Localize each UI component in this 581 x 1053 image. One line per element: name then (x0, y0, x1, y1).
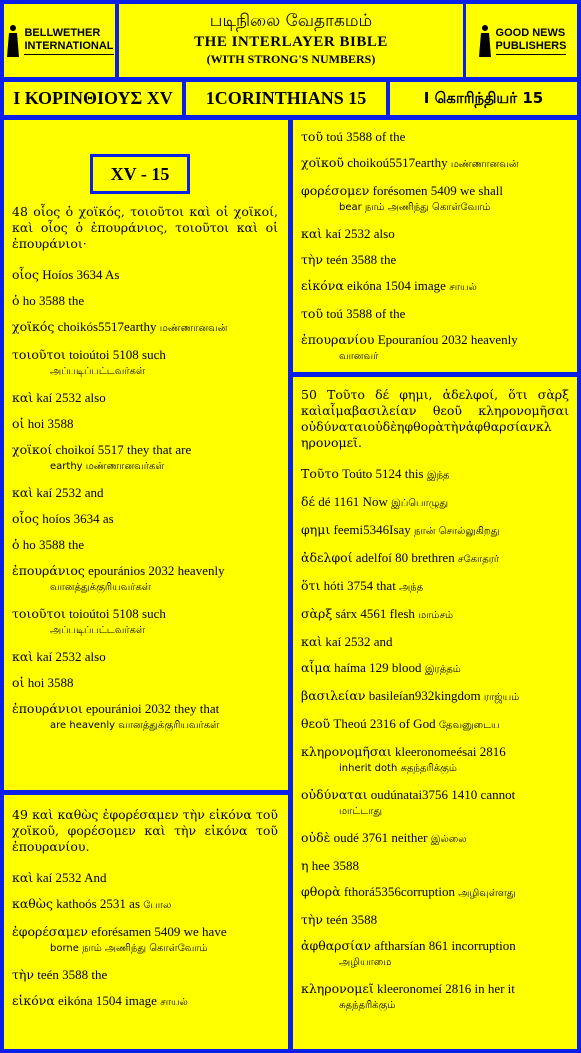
chapter-label: XV - 15 (90, 154, 190, 194)
translit-strong-english: kaí 2532 also (36, 649, 106, 664)
tamil-gloss: இல்லை (430, 834, 467, 845)
tamil-gloss: சகோதரர் (457, 554, 500, 565)
greek-word: εἰκόνα (12, 993, 55, 1008)
greek-word: ἐπουρανίου (301, 332, 375, 347)
interlinear-entry (301, 937, 569, 971)
interlinear-entry (12, 292, 278, 309)
greek-word: η (301, 858, 309, 873)
interlinear-entry (301, 829, 569, 848)
translit-strong-english: oudúnatai3756 1410 cannot (370, 787, 516, 802)
greek-word: φορέσομεν (301, 183, 370, 198)
interlinear-entry (301, 911, 569, 928)
translit-strong-english: teén 3588 the (37, 967, 108, 982)
greek-word: ὁ (12, 293, 20, 308)
book-title-greek: Ι ΚΟΡΙΝΘΙΟΥΣ XV (4, 82, 182, 115)
translit-strong-english: kaí 2532 and (325, 634, 393, 649)
greek-word: ἀφθαρσίαν (301, 938, 371, 953)
translit-strong-english: eforésamen 5409 we have (91, 924, 227, 939)
greek-word: φημι (301, 522, 331, 537)
gloss-continuation: bear நாம் அணிந்து கொள்வோம் (339, 202, 491, 213)
greek-word: καὶ (12, 649, 34, 664)
greek-word: καὶ (12, 390, 34, 405)
translit-strong-english: toú 3588 of the (326, 306, 406, 321)
greek-word: οἱ (12, 675, 25, 690)
interlinear-entry (12, 966, 278, 983)
gloss-continuation: borne நாம் அணிந்து கொள்வோம் (50, 943, 208, 954)
interlinear-entry (301, 980, 569, 1014)
translit-strong-english: dé 1161 Now (318, 494, 388, 509)
greek-word: ἀδελφοί (301, 550, 353, 565)
greek-word: τοῦ (301, 306, 324, 321)
goodnews-logo: GOOD NEWS PUBLISHERS (466, 4, 577, 77)
bellwether-logo: BELLWETHER INTERNATIONAL (4, 4, 115, 77)
interlinear-entry (12, 992, 278, 1011)
translit-strong-english: choikós5517earthy (57, 319, 157, 334)
translit-strong-english: sárx 4561 flesh (335, 606, 415, 621)
greek-word: κληρονομῆσαι (301, 744, 392, 759)
gloss-continuation: சுதந்தரிக்கும் (339, 1000, 396, 1011)
greek-word: κληρονομεῖ (301, 981, 374, 996)
interlinear-entry (12, 346, 278, 380)
interlinear-entry (301, 251, 569, 268)
translit-strong-english: hoi 3588 (27, 416, 74, 431)
interlinear-entry (301, 277, 569, 296)
translit-strong-english: hoíos 3634 as (42, 511, 114, 526)
verse-49-continued-panel (293, 120, 577, 372)
translit-strong-english: toioútoi 5108 such (69, 606, 166, 621)
greek-word: οἱ (12, 416, 25, 431)
interlinear-entry (301, 605, 569, 624)
interlinear-entry (301, 154, 569, 173)
translit-strong-english: basileían932kingdom (368, 688, 481, 703)
interlinear-entry (12, 441, 278, 475)
translit-strong-english: fthorá5356corruption (343, 884, 456, 899)
greek-word: οὐδὲ (301, 830, 331, 845)
greek-word: ἐφορέσαμεν (12, 924, 88, 939)
verse-48-text: 48 οἷος ὁ χοϊκός, τοιοῦτοι καὶ οἱ χοϊκοί, καὶ οἷος ὁ ἐπουράνιος, τοιοῦτοι καὶ οἱ ἐπουράνιοι· (12, 204, 278, 251)
interlinear-entry (301, 577, 569, 596)
greek-word: καὶ (301, 226, 323, 241)
interlinear-entry (301, 633, 569, 650)
translit-strong-english: kleeronomeésai 2816 (394, 744, 506, 759)
greek-word: ὁ (12, 537, 20, 552)
interlinear-entry (301, 305, 569, 322)
translit-strong-english: kaí 2532 also (36, 390, 106, 405)
translit-strong-english: Hoíos 3634 As (42, 267, 120, 282)
verse-50-panel (293, 377, 577, 1049)
translit-strong-english: epouránios 2032 heavenly (88, 563, 225, 578)
interlinear-entry (12, 415, 278, 432)
greek-word: χοϊκός (12, 319, 55, 334)
tamil-gloss: மண்ணானவன் (450, 159, 519, 170)
interlinear-entry (301, 549, 569, 568)
translit-strong-english: ho 3588 the (22, 537, 85, 552)
greek-word: ὅτι (301, 578, 321, 593)
greek-word: καθὼς (12, 896, 53, 911)
translit-strong-english: Epouraníou 2032 heavenly (377, 332, 518, 347)
interlinear-entry (301, 659, 569, 678)
translit-strong-english: Theoú 2316 of God (333, 716, 436, 731)
interlinear-entry (12, 674, 278, 691)
tamil-gloss: இப்பொழுது (391, 498, 449, 509)
greek-word: τοιοῦτοι (12, 347, 66, 362)
subtitle: (WITH STRONG'S NUMBERS) (206, 52, 376, 66)
greek-word: ἐπουράνιοι (12, 701, 83, 716)
book-title-english: 1CORINTHIANS 15 (186, 82, 386, 115)
interlinear-entry (12, 389, 278, 406)
interlinear-entry (301, 521, 569, 540)
greek-word: αἷμα (301, 660, 331, 675)
verse-49-panel (4, 795, 288, 1049)
interlinear-entry (12, 923, 278, 957)
translit-strong-english: kaí 2532 and (36, 485, 104, 500)
greek-word: φθορὰ (301, 884, 341, 899)
verse-50-text: 50 Τοῦτο δέ φημι, ἀδελφοί, ὅτι σὰρξ καὶαἷμαβασιλείαν θεοῦ κληρονομῆσαι οὐδύναταιοὐδὲηφθορὰτὴνἀφθαρσίανκλ ηρονομεῖ. (301, 387, 569, 450)
greek-word: ἐπουράνιος (12, 563, 85, 578)
tamil-gloss: இரத்தம் (424, 664, 461, 675)
interlinear-entry (301, 857, 569, 874)
greek-word: τοιοῦτοι (12, 606, 66, 621)
person-figure-icon (5, 23, 21, 59)
greek-word: εἰκόνα (301, 278, 344, 293)
tamil-gloss: நான் சொல்லுகிறது (414, 526, 500, 537)
interlinear-entry (12, 318, 278, 337)
translit-strong-english: hóti 3754 that (323, 578, 396, 593)
greek-word: τὴν (301, 912, 324, 927)
greek-word: θεοῦ (301, 716, 331, 731)
interlinear-entry (301, 883, 569, 902)
greek-word: τὴν (301, 252, 324, 267)
interlinear-entry (301, 465, 569, 484)
interlinear-entry (12, 895, 278, 914)
tamil-gloss: மண்ணானவன் (159, 323, 228, 334)
translit-strong-english: feemi5346Isay (333, 522, 411, 537)
verse-49-text: 49 καὶ καθὼς ἐφορέσαμεν τὴν εἰκόνα τοῦ χοϊκοῦ, φορέσομεν καὶ τὴν εἰκόνα τοῦ ἐπουρανίου. (12, 807, 278, 854)
tamil-gloss: அழிவுள்ளது (458, 888, 516, 899)
interlinear-entry (12, 510, 278, 527)
greek-word: οἷος (12, 267, 39, 282)
greek-word: χοϊκοῦ (301, 155, 344, 170)
gloss-continuation: inherit doth சுதந்தரிக்கும் (339, 763, 457, 774)
title-english: THE INTERLAYER BIBLE (194, 34, 388, 50)
translit-strong-english: eikóna 1504 image (58, 993, 157, 1008)
translit-strong-english: choikoú5517earthy (347, 155, 448, 170)
greek-word: καὶ (12, 870, 34, 885)
gloss-continuation: மாட்டாது (339, 806, 383, 817)
interlinear-entry (301, 687, 569, 706)
interlinear-entry (12, 562, 278, 596)
interlinear-entry (12, 648, 278, 665)
greek-word: οἷος (12, 511, 39, 526)
translit-strong-english: epouránioi 2032 they that (86, 701, 220, 716)
interlinear-entry (301, 715, 569, 734)
interlinear-entry (12, 869, 278, 886)
title-block (119, 4, 463, 77)
translit-strong-english: kaí 2532 also (325, 226, 395, 241)
gloss-continuation: அப்படிப்பட்டவர்கள் (50, 625, 145, 636)
greek-word: Τοῦτο (301, 466, 339, 481)
translit-strong-english: teén 3588 (326, 912, 378, 927)
tamil-gloss: மாம்சம் (418, 610, 454, 621)
translit-strong-english: kathoós 2531 as (56, 896, 141, 911)
gloss-continuation: வானவர் (339, 351, 379, 362)
greek-word: τὴν (12, 967, 35, 982)
gloss-continuation: வானத்துக்குரியவர்கள் (50, 582, 151, 593)
greek-word: σὰρξ (301, 606, 333, 621)
gloss-continuation: அப்படிப்பட்டவர்கள் (50, 366, 145, 377)
tamil-gloss: சாயல் (160, 997, 188, 1008)
gloss-continuation: earthy மண்ணானவர்கள் (50, 461, 165, 472)
interlinear-entry (12, 484, 278, 501)
verse-48-panel (4, 120, 288, 790)
greek-word: χοϊκοί (12, 442, 53, 457)
translit-strong-english: adelfoí 80 brethren (355, 550, 455, 565)
tamil-gloss: அந்த (399, 582, 424, 593)
interlinear-entry (301, 743, 569, 777)
gloss-continuation: அழியாமை (339, 957, 392, 968)
translit-strong-english: haíma 129 blood (334, 660, 422, 675)
translit-strong-english: forésomen 5409 we shall (372, 183, 503, 198)
interlinear-entry (12, 700, 278, 734)
gloss-continuation: are heavenly வானத்துக்குரியவர்கள் (50, 720, 220, 731)
interlinear-entry (12, 266, 278, 283)
tamil-gloss: சாயல் (449, 282, 477, 293)
interlinear-entry (301, 128, 569, 145)
translit-strong-english: kleeronomeí 2816 in her it (376, 981, 515, 996)
greek-word: τοῦ (301, 129, 324, 144)
greek-word: οὐδύναται (301, 787, 368, 802)
translit-strong-english: toioútoi 5108 such (69, 347, 166, 362)
translit-strong-english: hee 3588 (311, 858, 360, 873)
translit-strong-english: oudé 3761 neither (333, 830, 428, 845)
interlinear-entry (301, 331, 569, 365)
greek-word: βασιλείαν (301, 688, 366, 703)
translit-strong-english: eikóna 1504 image (347, 278, 446, 293)
interlinear-entry (301, 182, 569, 216)
translit-strong-english: hoi 3588 (27, 675, 74, 690)
translit-strong-english: Toúto 5124 this (342, 466, 424, 481)
tamil-gloss: இந்த (426, 470, 450, 481)
translit-strong-english: kaí 2532 And (36, 870, 107, 885)
interlinear-entry (12, 536, 278, 553)
translit-strong-english: teén 3588 the (326, 252, 397, 267)
translit-strong-english: choikoí 5517 they that are (55, 442, 192, 457)
interlinear-entry (301, 225, 569, 242)
greek-word: δέ (301, 494, 316, 509)
greek-word: καὶ (301, 634, 323, 649)
tamil-gloss: போல (143, 900, 172, 911)
translit-strong-english: ho 3588 the (22, 293, 85, 308)
title-tamil: படிநிலை வேதாகமம் (209, 11, 373, 31)
translit-strong-english: toú 3588 of the (326, 129, 406, 144)
tamil-gloss: தேவனுடைய (438, 720, 500, 731)
greek-word: καὶ (12, 485, 34, 500)
interlinear-entry (12, 605, 278, 639)
interlinear-entry (301, 493, 569, 512)
interlinear-entry (301, 786, 569, 820)
person-figure-icon (477, 23, 493, 59)
translit-strong-english: aftharsían 861 incorruption (374, 938, 516, 953)
book-title-tamil: I கொரிந்தியர் 15 (390, 82, 577, 115)
tamil-gloss: ராஜ்யம் (483, 692, 520, 703)
